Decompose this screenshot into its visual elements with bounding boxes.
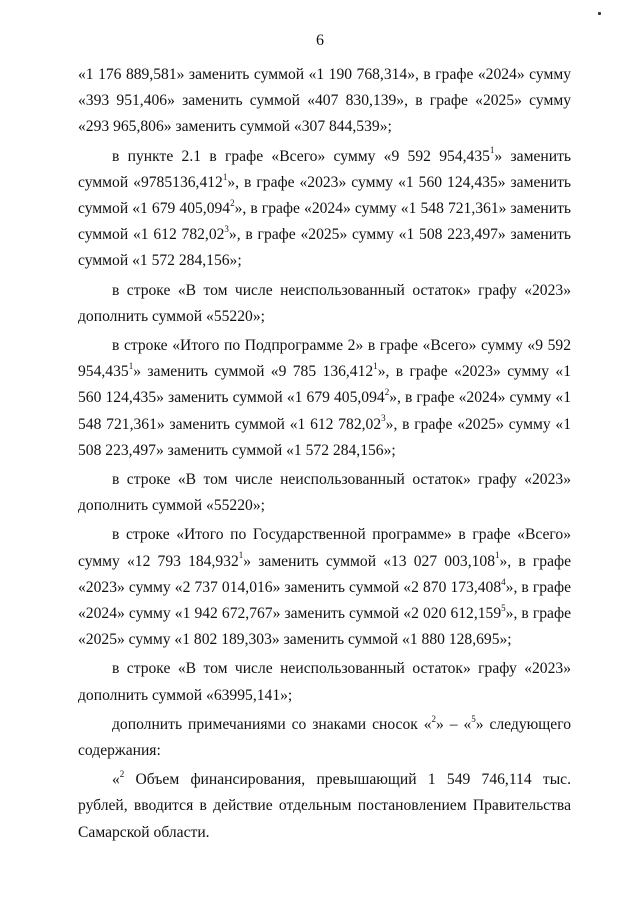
document-body (78, 62, 571, 849)
paragraph-9: «$^2$ Объем финансирования, превышающий 1 549 746,114 тыс. рублей, вводится в действие отдельным постановлением Правительства Самарской области. (78, 769, 571, 841)
paragraph-6: в строке «Итого по Государственной программе» в графе «Всего» сумму «12 793 184,932$^1$» заменить суммой «13 027 003,108$^1$», в графе «2023» сумму «2 737 014,016» заменить суммой «2 870 173,408$^4$», в графе «2024» сумму «1 942 672,767» заменить суммой «2 020 612,159$^5$», в графе «2025» сумму «1 802 189,303» заменить суммой «1 880 128,695»; (78, 526, 572, 649)
page-number: 6 (316, 32, 324, 49)
paragraph-8: дополнить примечаниями со знаками сносок «$^2$» – «$^5$» следующего содержания: (78, 713, 571, 760)
paragraph-1: «1 176 889,581» заменить суммой «1 190 768,314», в графе «2024» сумму «393 951,406» заменить суммой «407 830,139», в графе «2025» сумму «293 965,806» заменить суммой «307 844,539»; (78, 66, 571, 136)
paragraph-4: в строке «Итого по Подпрограмме 2» в графе «Всего» сумму «9 592 954,435$^1$» заменить суммой «9 785 136,412$^1$», в графе «2023» сумму «1 560 124,435» заменить суммой «1 679 405,094$^2$», в графе «2024» сумму «1 548 721,361» заменить суммой «1 612 782,02$^3$», в графе «2025» сумму «1 508 223,497» заменить суммой «1 572 284,156»; (78, 337, 572, 459)
paragraph-5: в строке «В том числе неиспользованный остаток» графу «2023» дополнить суммой «55220»; (78, 471, 571, 515)
paragraph-7: в строке «В том числе неиспользованный остаток» графу «2023» дополнить суммой «63995,141»; (78, 660, 571, 704)
paragraph-2: в пункте 2.1 в графе «Всего» сумму «9 592 954,435$^1$» заменить суммой «9785136,412$^1$», в графе «2023» сумму «1 560 124,435» заменить суммой «1 679 405,094$^2$», в графе «2024» сумму «1 548 721,361» заменить суммой «1 612 782,02$^3$», в графе «2025» сумму «1 508 223,497» заменить суммой «1 572 284,156»; (78, 145, 571, 270)
scan-speck (598, 12, 601, 15)
paragraph-3: в строке «В том числе неиспользованный остаток» графу «2023» дополнить суммой «55220»; (78, 281, 571, 325)
